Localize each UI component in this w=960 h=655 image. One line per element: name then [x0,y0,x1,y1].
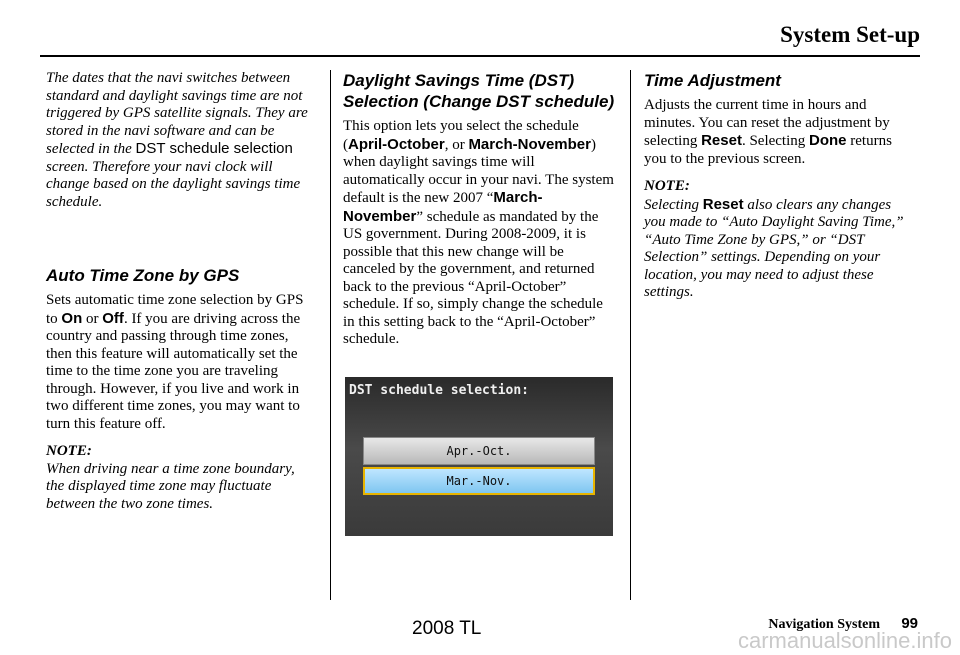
note-heading: NOTE: [46,443,92,459]
dst-selection-paragraph: This option lets you select the schedule (April-October, or March-November) when daylight savings time will automatically occur in your navi. The system default is the new 2007 “March-November” schedule as mandated by the US government. During 2008-2009, it is possible that this new change will be canceled by the government, and returned back to the previous “April-October” schedule. If so, simply change the schedule in this setting back to the “April-October” schedule. [343,118,614,347]
dst-schedule-screen [345,377,613,536]
page-header-title: System Set-up [780,22,920,47]
note-text: Selecting Reset also clears any changes you made to “Auto Daylight Saving Time,” “Auto Time Zone by GPS,” or “DST Selection” settings. Depending on your location, you may need to adjust these settings. [644,195,904,300]
march-november-term: March-November [468,135,591,153]
off-term: Off [102,309,124,327]
auto-time-zone-heading: Auto Time Zone by GPS [46,266,240,285]
column-divider [330,70,331,600]
screen-title: DST schedule selection: [349,383,530,398]
time-adjustment-heading: Time Adjustment [644,71,781,90]
note-heading: NOTE: [644,178,690,194]
column-left [46,70,310,523]
note-text: When driving near a time zone boundary, the displayed time zone may fluctuate between the two zone times. [46,460,295,512]
footer-model: 2008 TL [412,618,482,639]
time-adjustment-paragraph: Adjusts the current time in hours and minutes. You can reset the adjustment by selecting Reset. Selecting Done returns you to the previous screen. [644,97,892,167]
intro-paragraph: The dates that the navi switches between standard and daylight savings time are not triggered by GPS satellite signals. They are stored in the navi software and can be selected in the DST schedule selection screen. Therefore your navi clock will change based on the daylight savings time schedule. [46,70,308,210]
column-right [644,70,914,312]
april-october-term: April-October [348,135,445,153]
option-mar-nov-button[interactable]: Mar.-Nov. [363,467,595,495]
march-november-term: March-November [343,189,543,225]
done-term: Done [809,132,847,149]
option-apr-oct-button[interactable]: Apr.-Oct. [363,437,595,465]
dst-schedule-selection-term: DST schedule selection [135,140,293,157]
reset-term: Reset [701,132,742,149]
column-middle [343,70,618,359]
watermark: carmanualsonline.info [737,628,952,653]
auto-time-zone-paragraph: Sets automatic time zone selection by GPS to On or Off. If you are driving across the country and passing through time zones, then this feature will automatically set the time to the time zone you are traveling through. However, if you live and work in two different time zones, you may want to turn this feature off. [46,292,304,432]
reset-term: Reset [702,195,744,213]
dst-selection-heading: Daylight Savings Time (DST) Selection (Change DST schedule) [343,71,615,111]
header-rule [40,55,920,57]
on-term: On [61,309,83,327]
footer-section-name: Navigation System [768,617,880,632]
column-divider [630,70,631,600]
page-number: 99 [901,615,918,632]
